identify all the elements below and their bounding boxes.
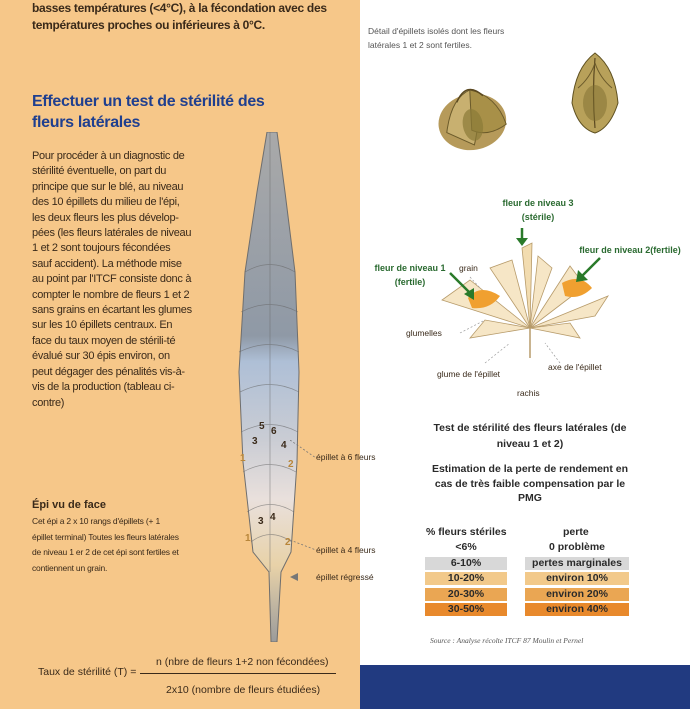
perte-cell: environ 40% <box>525 603 629 616</box>
detail-caption: Détail d'épillets isolés dont les fleurs latérales 1 et 2 sont fertiles. <box>368 26 505 50</box>
epi-title: Épi vu de face <box>32 499 106 511</box>
table-header-perte: perte <box>563 526 589 538</box>
ear-number-2-lower: 2 <box>285 537 291 548</box>
bottom-band <box>360 665 690 709</box>
body-paragraph: Pour procéder à un diagnostic de stérilité éventuelle, on part du principe que sur le blé, au niveau des 10 épillets du milieu de l'épi, les deux fleurs les plus dévelop-pées (les fleurs latérales de niveau 1 et 2 sont toujours fécondées sauf accident). La méthode mise au point par l'ITCF consiste donc à compter le nombre de fleurs 1 et 2 sans grains en écartant les glumes sur les 10 épillets centraux. En face du taux moyen de stérili-té évalué sur 30 épis environ, on peut dégager des pénalités vis-à-vis de la production (tableau ci-contre) <box>32 150 192 409</box>
label-fleur-niveau-3: fleur de niveau 3 (stérile) <box>502 198 574 222</box>
ear-number-5: 5 <box>259 421 265 432</box>
formula-denominator: 2x10 (nombre de fleurs étudiées) <box>166 684 321 696</box>
source-note: Source : Analyse récolte ITCF 87 Moulin et Pernel <box>430 636 584 645</box>
pct-cell: 20-30% <box>425 588 507 601</box>
pct-cell: <6% <box>455 541 477 553</box>
perte-cell: environ 20% <box>525 588 629 601</box>
label-epillet-4-fleurs: épillet à 4 fleurs <box>316 545 376 555</box>
ear-number-3-lower: 3 <box>258 516 264 527</box>
table-row <box>425 603 629 616</box>
section-heading: Effectuer un test de stérilité des fleurs latérales <box>32 93 265 131</box>
pct-cell: 10-20% <box>425 572 507 585</box>
ear-number-4-lower: 4 <box>270 512 276 523</box>
table-row <box>425 557 629 570</box>
label-glumelles: glumelles <box>406 328 442 338</box>
epi-description: Cet épi a 2 x 10 rangs d'épillets (+ 1 épillet terminal) Toutes les fleurs latérales de niveau 1 er 2 de cet épi sont fertiles et contiennent un grain. <box>32 516 179 573</box>
pct-cell: 30-50% <box>425 603 507 616</box>
label-fleur-niveau-1: fleur de niveau 1 (fertile) <box>374 263 446 287</box>
test-title: Test de stérilité des fleurs latérales (de niveau 1 et 2) <box>433 422 627 450</box>
label-axe-epillet: axe de l'épillet <box>548 362 602 372</box>
label-epillet-regresse: épillet régressé <box>316 572 374 582</box>
perte-cell: environ 10% <box>525 572 629 585</box>
label-rachis: rachis <box>517 388 540 398</box>
ear-number-2: 2 <box>288 459 294 470</box>
fraction-bar <box>140 673 336 674</box>
formula-label: Taux de stérilité (T) = <box>38 666 137 678</box>
ear-number-1: 1 <box>240 453 246 464</box>
ear-number-6: 6 <box>271 426 277 437</box>
estimation-title: Estimation de la perte de rendement en cas de très faible compensation par le PMG <box>431 463 629 504</box>
ear-number-4: 4 <box>281 440 287 451</box>
ear-number-3: 3 <box>252 436 258 447</box>
label-fleur-niveau-2: fleur de niveau 2(fertile) <box>579 245 681 255</box>
perte-cell: pertes marginales <box>525 557 629 570</box>
table-row <box>425 541 629 554</box>
ear-number-1-lower: 1 <box>245 533 251 544</box>
table-header-pct: % fleurs stériles <box>426 526 507 538</box>
label-grain: grain <box>459 263 478 273</box>
ear-leader-lines <box>290 440 320 590</box>
spikelet-photo-2 <box>560 48 630 138</box>
table-row <box>425 588 629 601</box>
spikelet-photo-1 <box>425 70 520 165</box>
perte-cell: 0 problème <box>548 541 606 553</box>
table-row <box>425 572 629 585</box>
label-epillet-6-fleurs: épillet à 6 fleurs <box>316 452 376 462</box>
pct-cell: 6-10% <box>425 557 507 570</box>
label-glume-epillet: glume de l'épillet <box>437 369 501 379</box>
formula-numerator: n (nbre de fleurs 1+2 non fécondées) <box>156 656 329 668</box>
intro-text: basses températures (<4°C), à la fécondation avec des températures proches ou inférieures à 0°C. <box>32 1 327 32</box>
